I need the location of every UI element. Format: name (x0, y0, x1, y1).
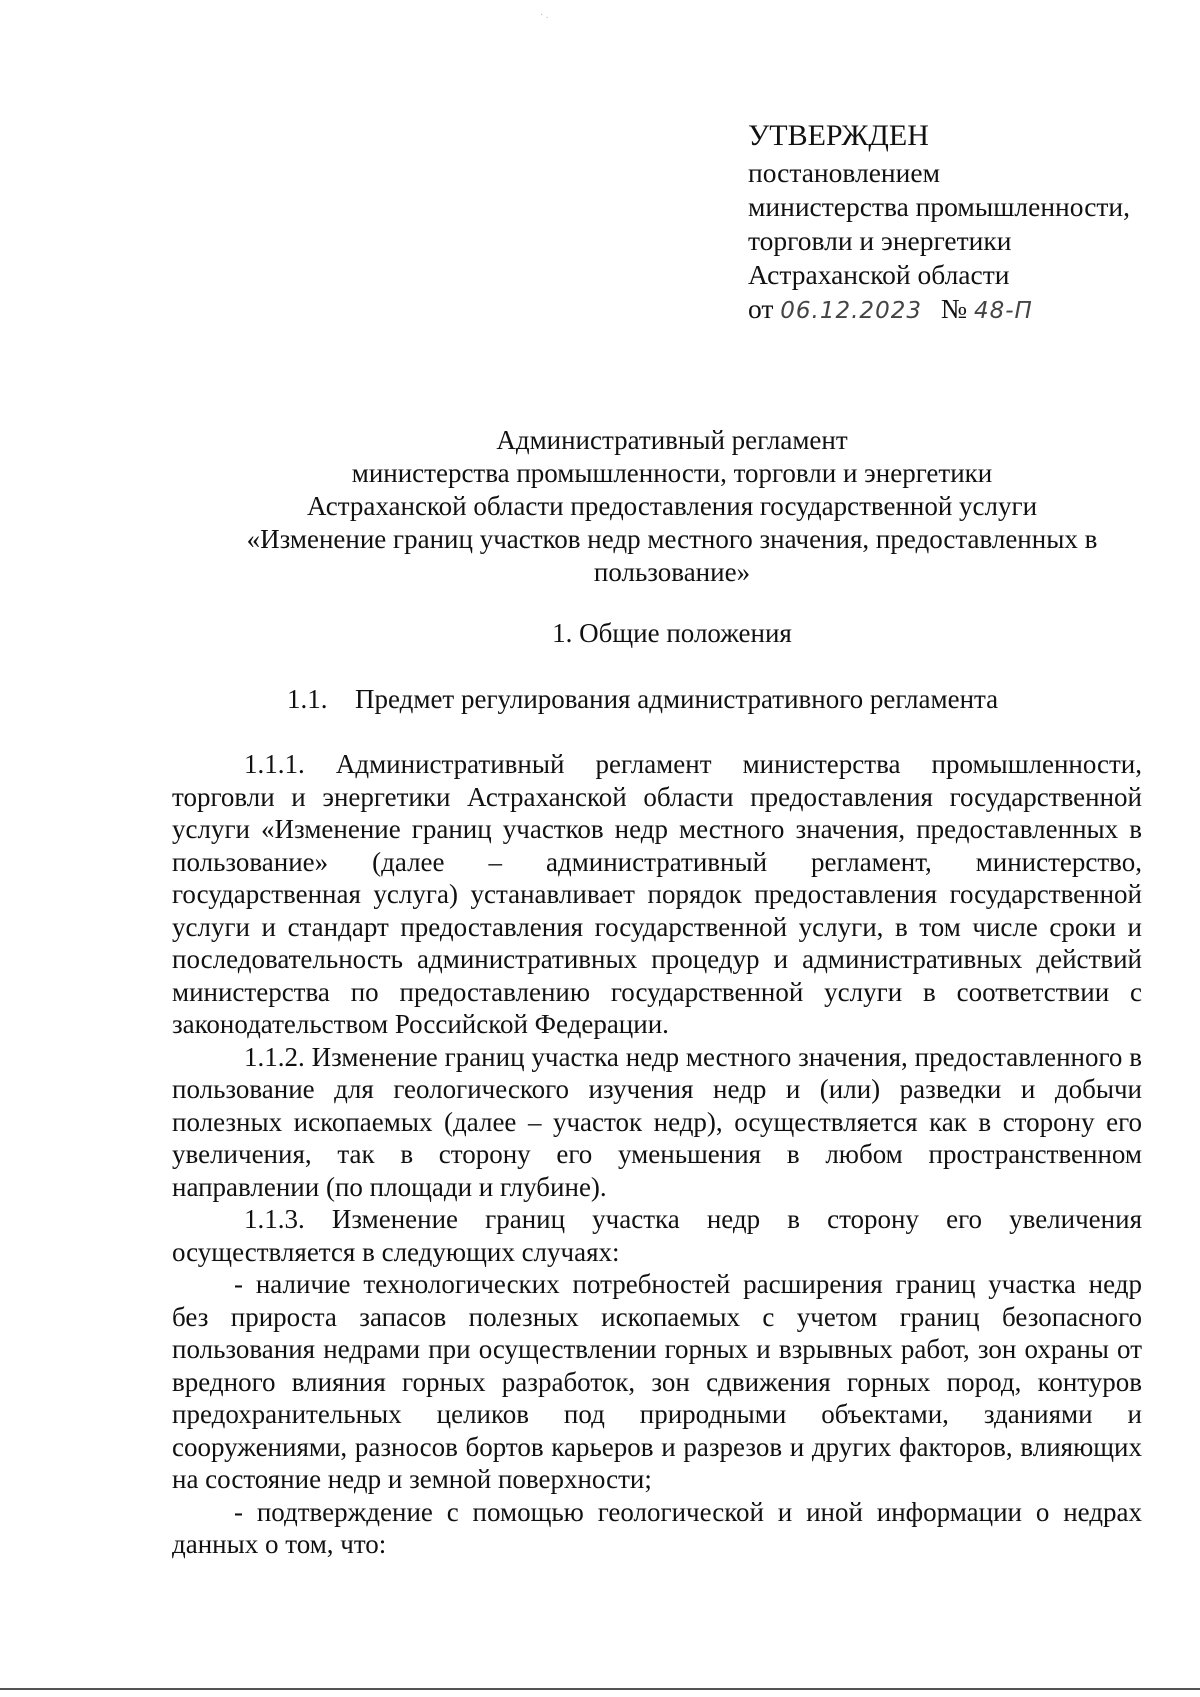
title-line-3: Астраханской области предоставления государственной услуги (306, 491, 1038, 521)
bullet-item-1: - наличие технологических потребностей расширения границ участка недр без прироста запасов полезных ископаемых с учетом границ безопасного пользования недрами при осуществлении горных и взрывных работ, зон охраны от вредного влияния горных разработок, зон сдвижения горных пород, контуров предохранительных целиков под природными объектами, зданиями и сооружениями, разносов бортов карьеров и разрезов и других факторов, влияющих на состояние недр и земной поверхности; (172, 1269, 1142, 1494)
scan-artifact: · . (540, 10, 549, 21)
approval-line-3: торговли и энергетики (748, 225, 1012, 256)
approved-label: УТВЕРЖДЕН (748, 119, 929, 152)
title-line-5: пользование» (593, 557, 751, 587)
approval-line-1: постановлением (748, 157, 940, 188)
title-line-1: Административный регламент (496, 425, 848, 455)
paragraph-1-1-1: 1.1.1. Административный регламент министерства промышленности, торговли и энергетики Астраханской области предоставления государственной услуги «Изменение границ участков недр местного значения, предоставленных в пользование» (далее – административный регламент, министерство, государственная услуга) устанавливает порядок предоставления государственной услуги и стандарт предоставления государственной услуги, в том числе сроки и последовательность административных процедур и административных действий министерства по предоставлению государственной услуги в соответствии с законодательством Российской Федерации. (172, 749, 1142, 1039)
approval-line-4: Астраханской области (748, 259, 1010, 290)
from-label: от (748, 293, 774, 324)
document-title (172, 424, 1172, 589)
section-heading: 1. Общие положения (552, 618, 792, 648)
subsection-title: Предмет регулирования административного регламента (355, 684, 999, 714)
subsection-heading (287, 683, 998, 716)
title-line-4: «Изменение границ участков недр местного значения, предоставленных в (246, 524, 1098, 554)
approval-date-line (748, 292, 1168, 328)
handwritten-number: 48-П (973, 298, 1033, 324)
number-label: № (940, 293, 968, 324)
bullet-item-2: - подтверждение с помощью геологической и иной информации о недрах данных о том, что: (172, 1496, 1142, 1559)
body-text (172, 748, 1142, 1561)
handwritten-date: 06.12.2023 (780, 298, 922, 324)
page-bottom-edge (0, 1688, 1200, 1690)
approval-stamp (748, 117, 1168, 328)
title-line-2: министерства промышленности, торговли и энергетики (351, 458, 993, 488)
subsection-number: 1.1. (287, 684, 328, 714)
approval-line-2: министерства промышленности, (748, 191, 1131, 222)
paragraph-1-1-2: 1.1.2. Изменение границ участка недр местного значения, предоставленного в пользование для геологического изучения недр и (или) разведки и добычи полезных ископаемых (далее – участок недр), осуществляется как в сторону его увеличения, так в сторону его уменьшения в любом пространственном направлении (по площади и глубине). (172, 1041, 1142, 1202)
paragraph-1-1-3: 1.1.3. Изменение границ участка недр в сторону его увеличения осуществляется в следующих случаях: (172, 1204, 1142, 1267)
